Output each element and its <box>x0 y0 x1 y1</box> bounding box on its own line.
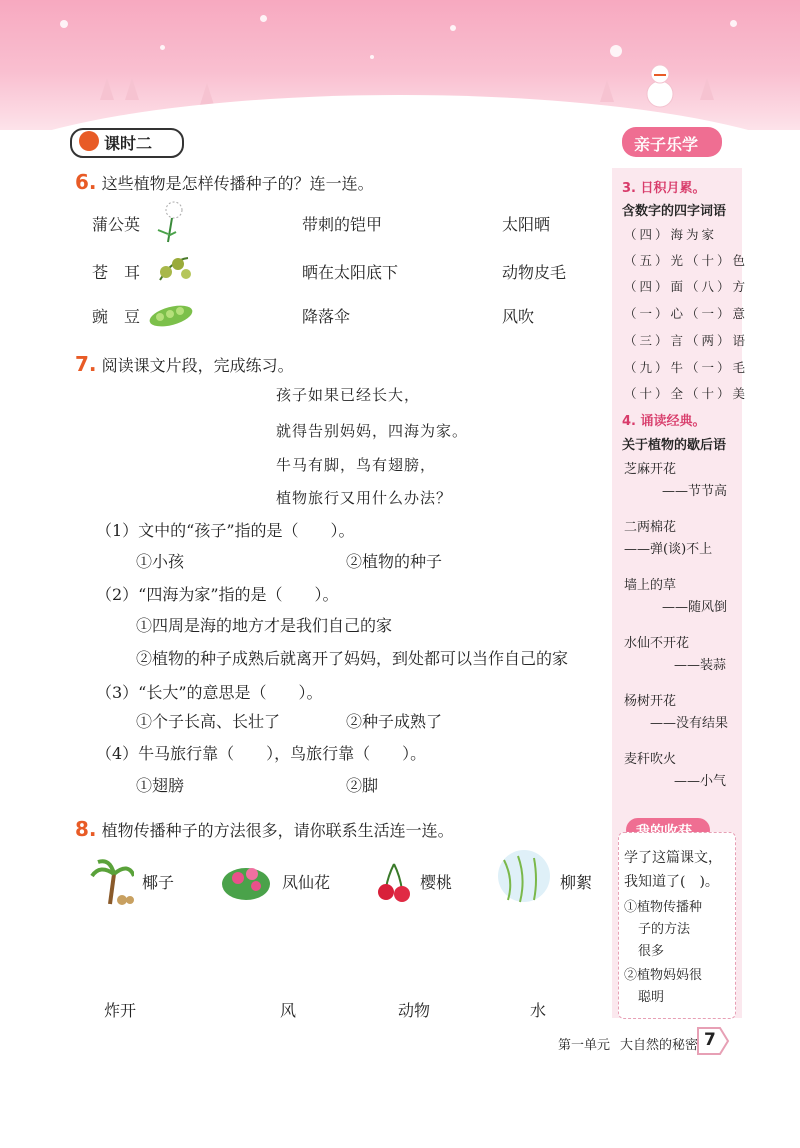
harvest-text: 学了这篇课文， <box>624 850 722 866</box>
coconut-tree-icon <box>90 856 134 906</box>
harvest-option: 子的方法 <box>638 922 691 937</box>
q7-option[interactable]: ②植物的种子成熟后就离开了妈妈，到处都可以当作自己的家 <box>136 649 569 668</box>
q7-option[interactable]: ②种子成熟了 <box>346 712 443 731</box>
saying-a: 芝麻开花 <box>624 462 677 477</box>
saying-a: 水仙不开花 <box>624 636 690 651</box>
saying-b: ——装蒜 <box>674 658 727 673</box>
q6-plant: 蒲公英 <box>92 215 141 234</box>
q8-plant: 椰子 <box>142 873 175 892</box>
q7-option[interactable]: ②脚 <box>346 776 379 795</box>
saying-a: 墙上的草 <box>624 578 677 593</box>
q7-heading <box>75 352 294 376</box>
q6-method: 风吹 <box>502 307 535 326</box>
poem-line: 就得告别妈妈，四海为家。 <box>276 422 469 440</box>
q7-item: （1）文中的“孩子”指的是（ ）。 <box>96 521 355 540</box>
saying-b: ——弹(谈)不上 <box>624 542 713 557</box>
footer-lesson: 大自然的秘密 <box>620 1038 699 1053</box>
saying-b: ——节节高 <box>662 484 728 499</box>
saying-a: 麦秆吹火 <box>624 752 677 767</box>
q8-plant: 柳絮 <box>560 873 593 892</box>
q7-item: （4）牛马旅行靠（ ），鸟旅行靠（ ）。 <box>96 744 427 763</box>
q7-option[interactable]: ①翅膀 <box>136 776 185 795</box>
idiom-item: （四）海为家 <box>624 227 718 242</box>
q8-number: 8. <box>75 817 97 841</box>
q6-heading <box>75 170 374 194</box>
q8-plant: 樱桃 <box>420 873 453 892</box>
idiom-item: （十）全（十）美 <box>624 386 749 401</box>
idiom-item: （九）牛（一）毛 <box>624 360 749 375</box>
idiom-item: （四）面（八）方 <box>624 279 749 294</box>
saying-b: ——小气 <box>674 774 727 789</box>
willow-icon <box>494 850 554 906</box>
footer-unit: 第一单元 <box>558 1038 611 1053</box>
sidebar-s4-subtitle: 关于植物的歇后语 <box>622 438 727 453</box>
q8-title: 植物传播种子的方法很多，请你联系生活连一连。 <box>101 821 454 840</box>
q6-number: 6. <box>75 170 97 194</box>
saying-b: ——随风倒 <box>662 600 728 615</box>
q7-option[interactable]: ①小孩 <box>136 552 185 571</box>
saying-b: ——没有结果 <box>650 716 729 731</box>
harvest-text: 我知道了( )。 <box>624 874 719 890</box>
page-number: 7 <box>704 1030 716 1050</box>
tab-badge-icon <box>78 130 100 152</box>
harvest-option[interactable]: ①植物传播种 <box>624 900 703 915</box>
dandelion-icon <box>152 200 188 244</box>
sidebar-s4-title: 4. 诵读经典。 <box>622 414 706 429</box>
harvest-option: 很多 <box>638 944 665 959</box>
poem-line: 牛马有脚，鸟有翅膀， <box>276 456 437 474</box>
cherry-icon <box>374 860 414 904</box>
q7-option[interactable]: ②植物的种子 <box>346 552 443 571</box>
q7-option[interactable]: ①个子长高、长壮了 <box>136 712 281 731</box>
q6-method: 动物皮毛 <box>502 263 567 282</box>
q8-plant: 凤仙花 <box>282 873 331 892</box>
q6-method: 太阳晒 <box>502 215 551 234</box>
balsam-flower-icon <box>218 858 274 904</box>
q6-feature: 降落伞 <box>302 307 351 326</box>
q7-number: 7. <box>75 352 97 376</box>
q7-item: （3）“长大”的意思是（ ）。 <box>96 683 323 702</box>
q8-heading <box>75 817 454 841</box>
q6-title: 这些植物是怎样传播种子的？连一连。 <box>101 174 374 193</box>
q8-method: 水 <box>530 1001 547 1020</box>
peapod-icon <box>146 296 196 332</box>
idiom-item: （一）心（一）意 <box>624 306 749 321</box>
q8-method: 炸开 <box>104 1001 137 1020</box>
q6-feature: 晒在太阳底下 <box>302 263 399 282</box>
poem-line: 植物旅行又用什么办法？ <box>276 489 453 507</box>
idiom-item: （五）光（十）色 <box>624 253 749 268</box>
q8-method: 动物 <box>398 1001 431 1020</box>
q7-item: （2）“四海为家”指的是（ ）。 <box>96 585 339 604</box>
snowman-icon <box>640 60 680 110</box>
q8-method: 风 <box>280 1001 297 1020</box>
q6-plant: 豌 豆 <box>92 307 141 326</box>
section-tab-label: 课时二 <box>104 134 153 153</box>
harvest-option: 聪明 <box>638 990 665 1005</box>
q6-feature: 带刺的铠甲 <box>302 215 383 234</box>
sidebar-s3-subtitle: 含数字的四字词语 <box>622 204 727 219</box>
sidebar-s3-title: 3. 日积月累。 <box>622 181 706 196</box>
harvest-option[interactable]: ②植物妈妈很 <box>624 968 703 983</box>
q7-option[interactable]: ①四周是海的地方才是我们自己的家 <box>136 616 393 635</box>
q6-plant: 苍 耳 <box>92 263 141 282</box>
saying-a: 杨树开花 <box>624 694 677 709</box>
idiom-item: （三）言（两）语 <box>624 333 749 348</box>
saying-a: 二两棉花 <box>624 520 677 535</box>
q7-title: 阅读课文片段，完成练习。 <box>101 356 294 375</box>
poem-line: 孩子如果已经长大， <box>276 386 421 404</box>
side-banner-label: 亲子乐学 <box>634 135 699 154</box>
cocklebur-icon <box>152 250 196 290</box>
